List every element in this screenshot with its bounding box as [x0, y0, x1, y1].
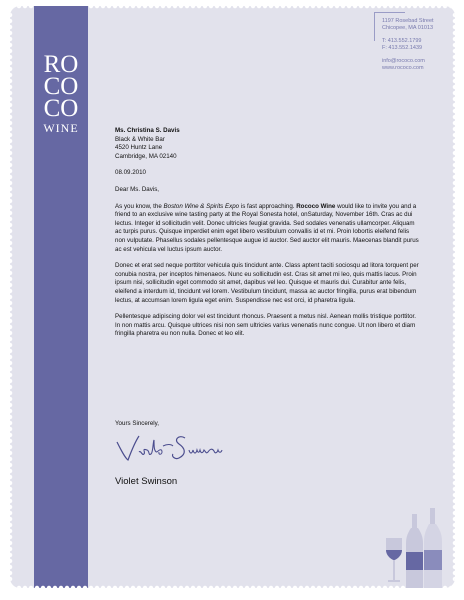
signer-name: Violet Swinson	[115, 476, 178, 487]
letter-date: 08.09.2010	[115, 169, 146, 177]
contact-block	[382, 18, 454, 72]
paragraph-1	[115, 203, 421, 255]
contact-phone: T: 413.552.1799	[382, 38, 422, 44]
paragraph-2: Donec et erat sed neque porttitor vehicula quis tincidunt ante. Class aptent taciti sociosqu ad litora torquent per conubia nostra, per inceptos himenaeos. Nunc eu sollicitudin est. Cras sit amet mi leo, quis mattis lacus. Proin ipsum nisi, sollicitudin eget commodo sit amet, dapibus vel leo. Quisque et mauris dui. Curabitur ante felis, eleifend a interdum id, tincidunt vel lorem. Vestibulum tincidunt, massa ac auctor fringilla, purus erat bibendum lectus, at accumsan lorem ligula eget enim. Suspendisse nec est orci, id pharetra ligula.	[115, 262, 419, 304]
logo-line-1: RO	[43, 51, 79, 78]
recipient-street: 4520 Huntz Lane	[115, 144, 163, 152]
contact-corner-rule	[374, 12, 405, 41]
wine-illustration	[382, 498, 448, 588]
para1-event: Boston Wine & Spirits Expo	[163, 202, 240, 210]
stamp-edge-right	[450, 6, 455, 588]
letter-body	[115, 127, 421, 339]
para1-brand: Rococo Wine	[296, 202, 336, 210]
stamp-edge-left	[10, 6, 15, 588]
contact-street: 1197 Rosebad Street	[382, 18, 434, 24]
recipient-name: Ms. Christina S. Davis	[115, 127, 180, 134]
contact-fax: F: 413.552.1439	[382, 45, 423, 51]
contact-web: www.rococo.com	[382, 65, 424, 71]
para1-pre: As you know, the	[115, 202, 164, 210]
wine-bottle-icon	[406, 508, 442, 588]
recipient-city: Cambridge, MA 02140	[115, 152, 177, 160]
logo-subtitle: WINE	[43, 121, 79, 135]
salutation: Dear Ms. Davis,	[115, 185, 160, 193]
handwritten-signature	[115, 430, 235, 470]
paragraph-3: Pellentesque adipiscing dolor vel est tincidunt rhoncus. Praesent a metus nisl. Aenean mollis tristique porttitor. In non mattis arcu. Quisque ultrices nisi non sem ultricies varius venenatis nunc congue. Ut non libero et diam fringilla pharetra eu non nulla. Donec et leo elit.	[115, 313, 416, 338]
logo-line-3: CO	[43, 95, 79, 122]
logo-line-2: CO	[43, 73, 79, 100]
recipient-company: Black & White Bar	[115, 135, 165, 143]
contact-email: info@rococo.com	[382, 58, 425, 64]
para1-post: would like to invite you and a friend to an exclusive wine tasting party at the Royal Sonesta hotel, onSaturday, November 16th. Cras ac dui lectus. Integer id sollicitudin velit. Donec ultricies feugiat gravida. Sed sodales venenatis ullamcorper. Aliquam ac turpis purus. Quisque imperdiet enim eget libero vestibulum convallis id et mi. Proin lobortis eleifend felis non vulputate. Phasellus sodales pellentesque augue id auctor. Sed auctor elit mauris. Maecenas blandit purus ac est vehicula vel luctus ipsum auctor.	[115, 202, 419, 253]
closing: Yours Sincerely,	[115, 420, 160, 427]
wine-glass-icon	[386, 538, 402, 582]
rococo-logo	[34, 51, 88, 135]
para1-mid: is fast approaching.	[239, 202, 297, 210]
contact-city: Chicopee, MA 01013	[382, 25, 434, 31]
